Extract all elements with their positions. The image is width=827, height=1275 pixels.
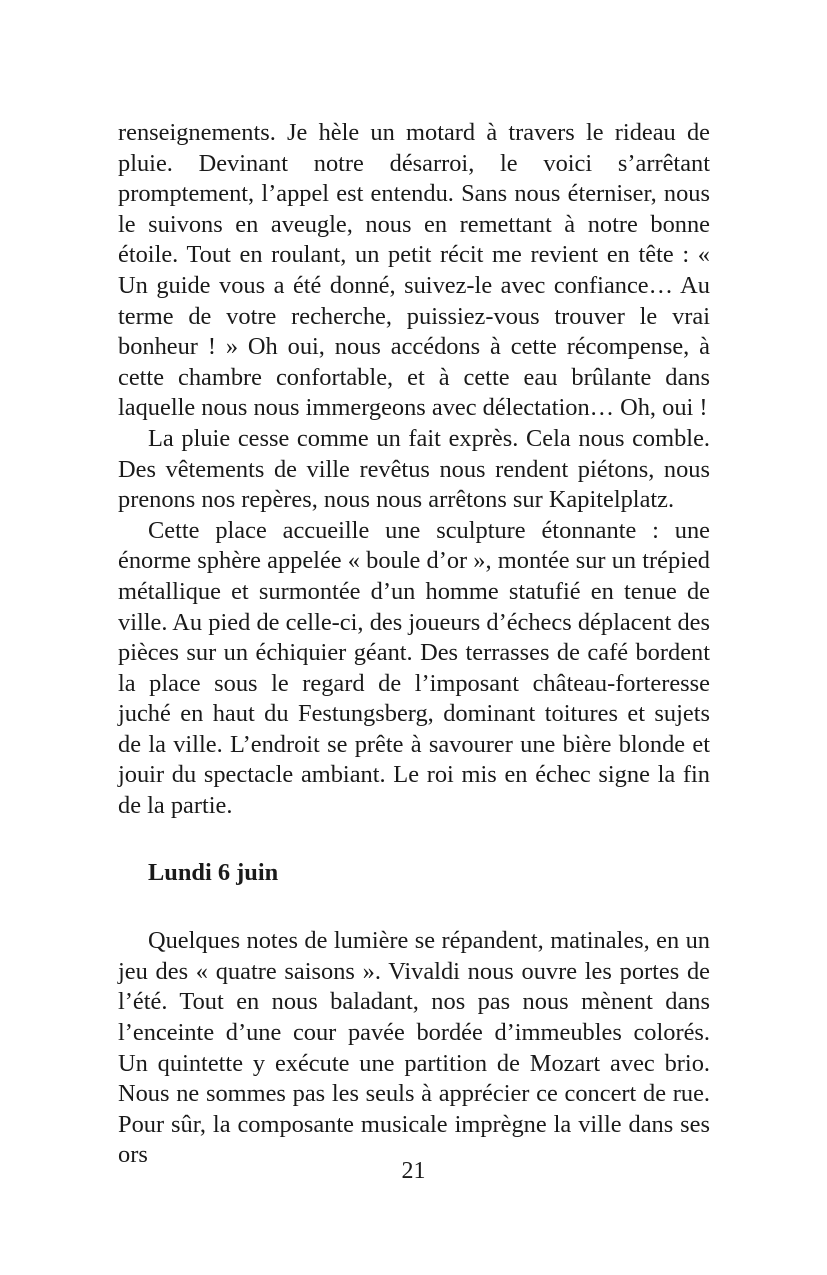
section-spacer: [118, 888, 710, 926]
paragraph-rain-stops: La pluie cesse comme un fait exprès. Cela nous comble. Des vêtements de ville revêtus nous rendent piétons, nous prenons nos repères, nous nous arrêtons sur Kapitelplatz.: [118, 424, 710, 514]
section-heading: Lundi 6 juin: [148, 858, 279, 886]
paragraph-kapitelplatz: Cette place accueille une sculpture étonnante : une énorme sphère appelée « boule d’or », montée sur un trépied métallique et surmontée d’un homme statufié en tenue de ville. Au pied de celle-ci, des joueurs d’échecs déplacent des pièces sur un échiquier géant. Des terrasses de café bordent la place sous le regard de l’imposant château-forteresse juché en haut du Festungsberg, dominant toitures et sujets de la ville. L’endroit se prête à savourer une bière blonde et jouir du spectacle ambiant. Le roi mis en échec signe la fin de la partie.: [118, 516, 710, 820]
section-spacer: [118, 822, 710, 858]
paragraph-vivaldi: Quelques notes de lumière se répandent, matinales, en un jeu des « quatre saisons ». Vivaldi nous ouvre les portes de l’été. Tout en nous baladant, nos pas nous mènent dans l’enceinte d’une cour pavée bordée d’immeubles colorés. Un quintette y exécute une partition de Mozart avec brio. Nous ne sommes pas les seuls à apprécier ce concert de rue. Pour sûr, la composante musicale imprègne la ville dans ses ors: [118, 927, 710, 1169]
page-body: [118, 118, 710, 1171]
paragraph-continued: renseignements. Je hèle un motard à travers le rideau de pluie. Devinant notre désarroi, le voici s’arrêtant promptement, l’appel est entendu. Sans nous éterniser, nous le suivons en aveugle, nous en remettant à notre bonne étoile. Tout en roulant, un petit récit me revient en tête : « Un guide vous a été donné, suivez-le avec confiance… Au terme de votre recherche, puissiez-vous trouver le vrai bonheur ! » Oh oui, nous accédons à cette récompense, à cette chambre confortable, et à cette eau brûlante dans laquelle nous nous immergeons avec délectation… Oh, oui !: [118, 119, 710, 422]
page-number: 21: [401, 1158, 426, 1184]
